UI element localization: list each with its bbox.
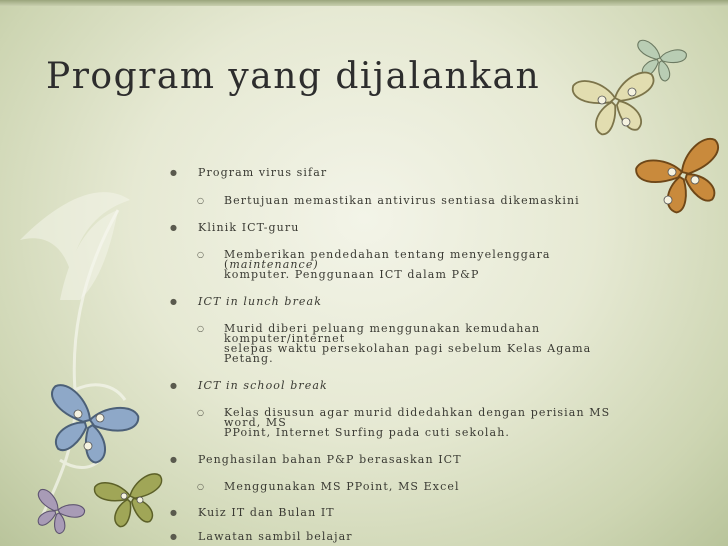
bullet-list: [168, 162, 618, 542]
butterfly-icon: [572, 71, 660, 137]
list-item: ○ Kelas disusun agar murid didedahkan dengan perisian MS word, MS PPoint, Internet Surfing pada cuti sekolah.: [168, 408, 618, 438]
butterfly-icon: [93, 473, 168, 530]
list-item: ● Program virus sifar: [168, 168, 618, 178]
leaf-swirl: [20, 192, 130, 300]
list-item: ● Kuiz IT dan Bulan IT: [168, 508, 618, 518]
list-item: ○ Menggunakan MS PPoint, MS Excel: [168, 482, 618, 492]
list-item: ○ Bertujuan memastikan antivirus sentiasa dikemaskini: [168, 196, 618, 206]
list-item: ○ Murid diberi peluang menggunakan kemudahan komputer/internet selepas waktu persekolahan pagi sebelum Kelas Agama Petang.: [168, 324, 618, 364]
list-item: ● Lawatan sambil belajar: [168, 532, 618, 542]
top-bar: [0, 0, 728, 6]
butterfly-icon: [27, 488, 86, 540]
list-item: ● Klinik ICT-guru: [168, 223, 618, 233]
list-item: ○ Memberikan pendedahan tentang menyelenggara (maintenance) komputer. Penggunaan ICT dalam P&P: [168, 250, 618, 280]
page-title: Program yang dijalankan: [46, 56, 541, 97]
butterfly-icon: [634, 136, 728, 221]
butterfly-icon: [631, 39, 688, 85]
list-item: ● ICT in lunch break: [168, 297, 618, 307]
butterfly-icon: [34, 382, 140, 471]
list-item: ● Penghasilan bahan P&P berasaskan ICT: [168, 455, 618, 465]
list-item: ● ICT in school break: [168, 381, 618, 391]
